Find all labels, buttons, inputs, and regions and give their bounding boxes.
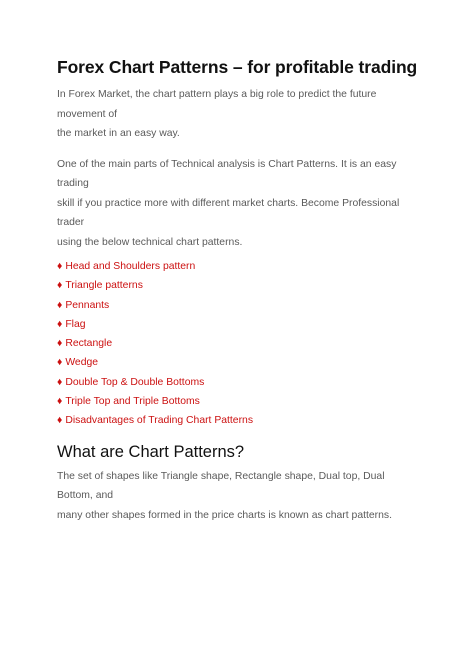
link-wedge[interactable]: Wedge (65, 357, 99, 369)
link-flag[interactable]: Flag (65, 318, 86, 330)
list-item-link[interactable] (57, 392, 419, 411)
list-item-link[interactable] (57, 353, 419, 372)
section-heading: What are Chart Patterns? (57, 442, 245, 461)
link-triple-top-bottoms[interactable]: Triple Top and Triple Bottoms (65, 396, 200, 408)
link-double-top-bottoms[interactable]: Double Top & Double Bottoms (65, 376, 205, 388)
link-pennants[interactable]: Pennants (65, 299, 110, 311)
link-rectangle[interactable]: Rectangle (65, 338, 113, 350)
diamond-bullet-icon: ♦ (57, 280, 63, 292)
list-item-link[interactable] (57, 373, 419, 392)
paragraph-line: using the below technical chart patterns. (57, 236, 243, 248)
section-paragraph (57, 467, 419, 526)
diamond-bullet-icon: ♦ (57, 396, 63, 408)
link-triangle-patterns[interactable]: Triangle patterns (65, 280, 143, 292)
diamond-bullet-icon: ♦ (57, 338, 63, 350)
document-page (57, 56, 419, 525)
list-item-link[interactable] (57, 315, 419, 334)
paragraph-line: many other shapes formed in the price charts is known as chart patterns. (57, 509, 392, 521)
intro-paragraph (57, 85, 419, 144)
technical-analysis-paragraph (57, 155, 419, 253)
pattern-link-list (57, 257, 419, 431)
list-item-link[interactable] (57, 296, 419, 315)
paragraph-line: One of the main parts of Technical analysis is Chart Patterns. It is an easy trading (57, 158, 397, 189)
link-head-and-shoulders[interactable]: Head and Shoulders pattern (65, 261, 196, 272)
intro-line: the market in an easy way. (57, 128, 180, 139)
list-item-link[interactable] (57, 276, 419, 295)
diamond-bullet-icon: ♦ (57, 318, 63, 330)
list-item-link[interactable] (57, 257, 419, 276)
diamond-bullet-icon: ♦ (57, 299, 63, 311)
diamond-bullet-icon: ♦ (57, 261, 63, 272)
diamond-bullet-icon: ♦ (57, 357, 63, 369)
diamond-bullet-icon: ♦ (57, 376, 63, 388)
list-item-link[interactable] (57, 334, 419, 353)
link-disadvantages[interactable]: Disadvantages of Trading Chart Patterns (65, 415, 254, 427)
page-title: Forex Chart Patterns – for profitable trading (57, 57, 418, 77)
intro-line: In Forex Market, the chart pattern plays a big role to predict the future movement of (57, 89, 377, 120)
list-item-link[interactable] (57, 411, 419, 430)
diamond-bullet-icon: ♦ (57, 415, 63, 427)
paragraph-line: The set of shapes like Triangle shape, Rectangle shape, Dual top, Dual Bottom, and (57, 470, 385, 502)
paragraph-line: skill if you practice more with different market charts. Become Professional trader (57, 197, 400, 228)
